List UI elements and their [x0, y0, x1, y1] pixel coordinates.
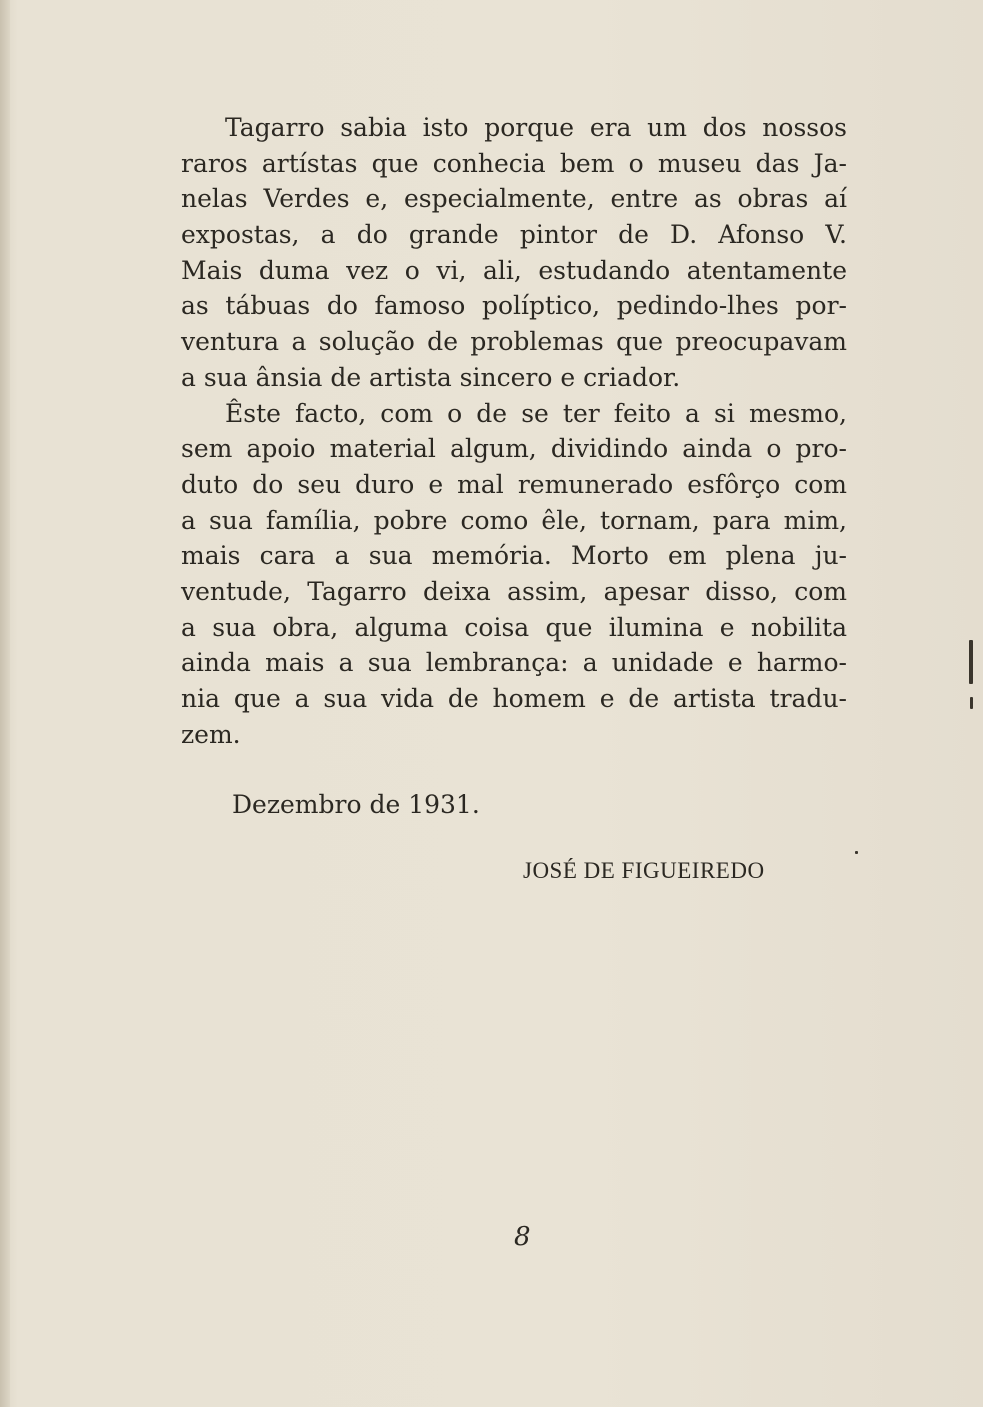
text-line: a sua obra, alguma coisa que ilumina e nobilita [181, 612, 847, 642]
text-line: a sua ânsia de artista sincero e criador. [181, 362, 681, 392]
text-line: Mais duma vez o vi, ali, estudando atentamente [181, 255, 847, 285]
text-line: zem. [181, 719, 241, 749]
text-line: sem apoio material algum, dividindo ainda o pro- [181, 434, 847, 464]
date-line: Dezembro de 1931. [232, 790, 480, 819]
page-edge [0, 0, 10, 1407]
text-line: nelas Verdes e, especialmente, entre as obras aí [181, 184, 847, 214]
text-line: nia que a sua vida de homem e de artista tradu- [181, 684, 847, 713]
text-line: Tagarro sabia isto porque era um dos nossos [225, 113, 847, 142]
paragraph-2 [181, 396, 847, 753]
text-line: ainda mais a sua lembrança: a unidade e harmo- [181, 648, 847, 678]
text-line: ventude, Tagarro deixa assim, apesar disso, com [181, 576, 847, 606]
text-line: a sua família, pobre como êle, tornam, para mim, [181, 505, 847, 535]
print-speck [969, 640, 973, 684]
author-signature: JOSÉ DE FIGUEIREDO [523, 858, 765, 883]
text-line: duto do seu duro e mal remunerado esfôrço com [181, 469, 847, 499]
text-line: as tábuas do famoso políptico, pedindo-lhes por- [181, 291, 847, 321]
print-speck [855, 851, 858, 854]
paragraph-1 [181, 110, 847, 396]
text-line: expostas, a do grande pintor de D. Afonso V. [181, 220, 847, 250]
body-text [181, 110, 847, 752]
text-line: raros artístas que conhecia bem o museu das Ja- [181, 148, 847, 178]
print-speck [970, 697, 973, 709]
text-line: mais cara a sua memória. Morto em plena ju- [181, 541, 847, 571]
text-line: ventura a solução de problemas que preocupavam [181, 327, 847, 357]
text-line: Êste facto, com o de se ter feito a si mesmo, [225, 398, 847, 428]
page-number: 8 [514, 1222, 531, 1252]
